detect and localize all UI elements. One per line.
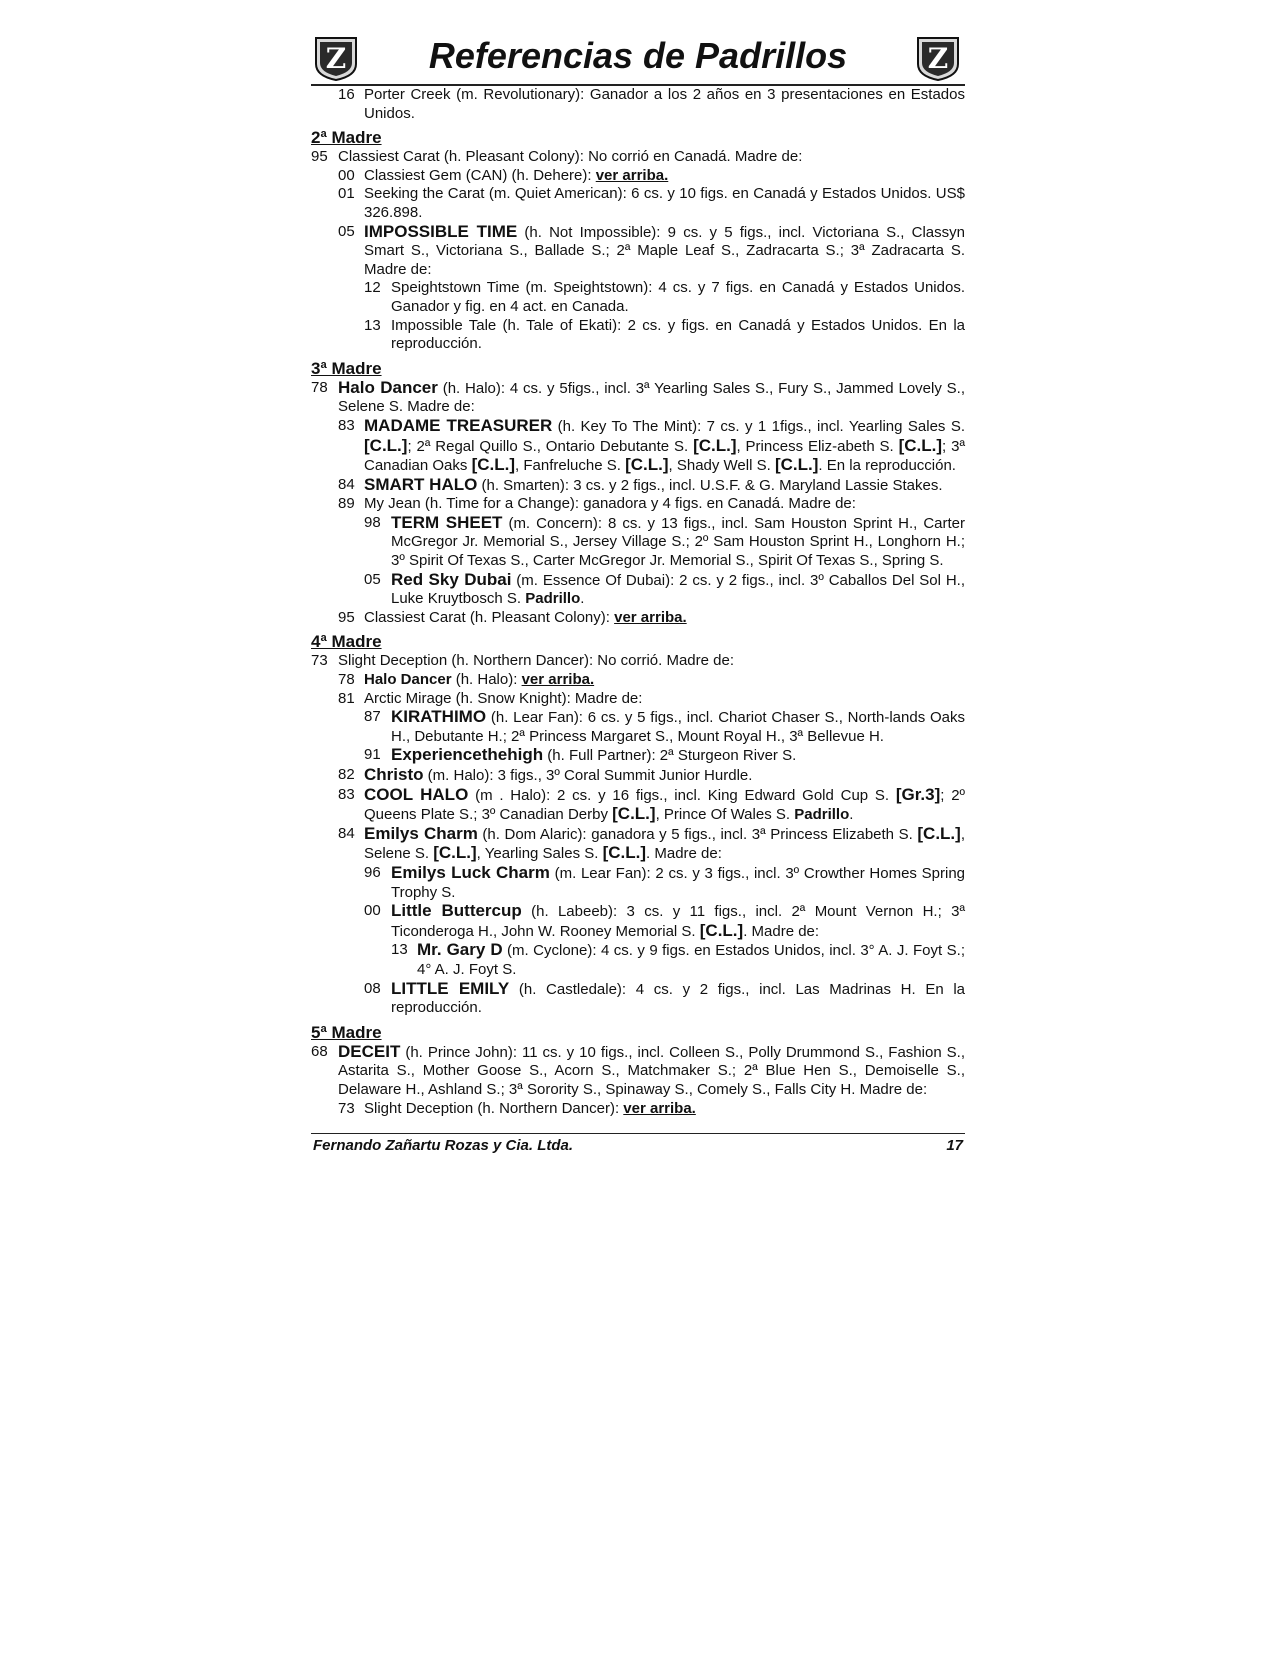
entry-text: (h. Halo): 4 cs. y 5figs., incl. 3ª Yearling Sales S., Fury S., Jammed Lovely S., Selene S. Madre de: bbox=[338, 379, 966, 416]
pedigree-entry bbox=[311, 786, 965, 825]
entry-text: , Princess Eliz-abeth S. bbox=[736, 437, 899, 455]
pedigree-entry bbox=[311, 902, 965, 941]
entry-text: (m. Halo): 3 figs., 3º Coral Summit Junior Hurdle. bbox=[423, 767, 753, 784]
entry-year: 08 bbox=[364, 979, 381, 997]
entry-text: . Madre de: bbox=[646, 845, 722, 863]
entry-text: Porter Creek (m. Revolutionary): Ganador a los 2 años en 3 presentaciones en Estados Unidos. bbox=[364, 86, 965, 122]
pedigree-entry bbox=[311, 671, 965, 690]
entry-text: ; 2º Queens Plate S.; 3º Canadian Derby bbox=[364, 786, 966, 824]
entry-text: , Selene S. bbox=[364, 825, 965, 863]
entry-year: 98 bbox=[364, 513, 381, 531]
pedigree-entry bbox=[311, 766, 965, 786]
entry-text: Seeking the Carat (m. Quiet American): 6 cs. y 10 figs. en Canadá y Estados Unidos. US$ 326.898. bbox=[364, 185, 965, 221]
entry-text: (h. Prince John): 11 cs. y 10 figs., incl. Colleen S., Polly Drummond S., Fashion S., Astarita S., Mother Goose S., Acorn S., Matchmaker S.; 2ª Blue Hen S., Demoiselle S., Delaware H., Ashland S.; 3ª Sorority S., Spinaway S., Comely S., Falls City H. Madre de: bbox=[338, 1043, 965, 1098]
pedigree-entry bbox=[311, 167, 965, 186]
race-class-tag: [C.L.] bbox=[612, 804, 656, 824]
horse-name: Little Buttercup bbox=[391, 901, 522, 921]
horse-name: Christo bbox=[364, 765, 424, 784]
pedigree-entry bbox=[311, 476, 965, 496]
entry-year: 13 bbox=[364, 316, 381, 334]
horse-name: MADAME TREASURER bbox=[364, 415, 553, 435]
page-header bbox=[311, 34, 965, 82]
pedigree-entry bbox=[311, 495, 965, 514]
see-above-reference: ver arriba. bbox=[623, 1099, 696, 1117]
entry-year: 96 bbox=[364, 863, 381, 881]
horse-name: Red Sky Dubai bbox=[391, 569, 512, 589]
entry-year: 89 bbox=[338, 495, 355, 513]
race-class-tag: [Gr.3] bbox=[895, 784, 941, 804]
pedigree-content bbox=[311, 86, 965, 1118]
page-footer bbox=[311, 1137, 965, 1159]
entry-year: 78 bbox=[311, 378, 328, 396]
race-class-tag: [C.L.] bbox=[364, 435, 408, 455]
horse-name: Mr. Gary D bbox=[417, 940, 503, 960]
entry-text: Classiest Carat (h. Pleasant Colony): bbox=[364, 608, 615, 626]
entry-year: 16 bbox=[338, 86, 355, 103]
entry-year: 05 bbox=[364, 570, 381, 588]
entry-year: 84 bbox=[338, 475, 355, 493]
race-class-tag: [C.L.] bbox=[898, 435, 943, 455]
pedigree-entry bbox=[311, 86, 965, 123]
entry-year: 00 bbox=[364, 902, 381, 920]
entry-text: Impossible Tale (h. Tale of Ekati): 2 cs. y figs. en Canadá y Estados Unidos. En la reproducción. bbox=[391, 316, 965, 353]
entry-text: (h. Halo): bbox=[451, 671, 522, 689]
see-above-reference: ver arriba. bbox=[595, 166, 669, 184]
pedigree-entry bbox=[311, 1043, 965, 1100]
pedigree-entry bbox=[311, 980, 965, 1018]
entry-text: Arctic Mirage (h. Snow Knight): Madre de: bbox=[364, 689, 643, 707]
pedigree-entry bbox=[311, 941, 965, 979]
pedigree-entry bbox=[311, 279, 965, 316]
entry-text: (h. Lear Fan): 6 cs. y 5 figs., incl. Chariot Chaser S., North-lands Oaks H., Debutante H.; 2ª Princess Margaret S., Mount Royal H., 3ª Bellevue H. bbox=[391, 709, 965, 745]
entry-text: (m. Lear Fan): 2 cs. y 3 figs., incl. 3º Crowther Homes Spring Trophy S. bbox=[391, 864, 966, 901]
entry-year: 95 bbox=[311, 148, 328, 166]
entry-year: 83 bbox=[338, 785, 355, 803]
entry-year: 01 bbox=[338, 185, 355, 203]
entry-text: (m. Essence Of Dubai): 2 cs. y 2 figs., incl. 3º Caballos Del Sol H., Luke Kruytbosch S. bbox=[391, 571, 965, 608]
entry-text: (h. Not Impossible): 9 cs. y 5 figs., incl. Victoriana S., Classyn Smart S., Victoriana S., Ballade S.; 2ª Maple Leaf S., Zadracarta S.; 3ª Zadracarta S. Madre de: bbox=[364, 223, 965, 278]
entry-text: (h. Dom Alaric): ganadora y 5 figs., incl. 3ª Princess Elizabeth S. bbox=[477, 825, 918, 843]
pedigree-entry bbox=[311, 652, 965, 671]
svg-text:Z: Z bbox=[927, 42, 949, 75]
entry-text: . bbox=[580, 590, 585, 608]
horse-name: SMART HALO bbox=[364, 474, 478, 494]
entry-year: 84 bbox=[338, 824, 355, 842]
pedigree-entry bbox=[311, 417, 965, 476]
svg-text:Z: Z bbox=[325, 42, 347, 75]
see-above-reference: ver arriba. bbox=[521, 671, 595, 689]
entry-text: Speightstown Time (m. Speightstown): 4 cs. y 7 figs. en Canadá y Estados Unidos. Ganador y fig. en 4 act. en Canada. bbox=[391, 279, 965, 315]
horse-name: Halo Dancer bbox=[364, 671, 452, 689]
pedigree-entry bbox=[311, 148, 965, 167]
see-above-reference: ver arriba. bbox=[614, 608, 687, 626]
page bbox=[311, 34, 965, 1159]
race-class-tag: [C.L.] bbox=[433, 843, 477, 863]
footer-rule bbox=[311, 1133, 965, 1134]
entry-year: 68 bbox=[311, 1042, 328, 1060]
pedigree-entry bbox=[311, 825, 965, 864]
entry-text: My Jean (h. Time for a Change): ganadora y 4 figs. en Canadá. Madre de: bbox=[364, 495, 856, 513]
pedigree-entry bbox=[311, 571, 965, 609]
entry-text: , Prince Of Wales S. bbox=[655, 806, 795, 824]
race-class-tag: [C.L.] bbox=[471, 455, 516, 475]
entry-text: Classiest Gem (CAN) (h. Dehere): bbox=[364, 166, 596, 184]
race-class-tag: [C.L.] bbox=[699, 920, 744, 940]
pedigree-entry bbox=[311, 317, 965, 354]
entry-text: . En la reproducción. bbox=[818, 457, 956, 475]
entry-text: . bbox=[849, 806, 854, 824]
entry-text: Classiest Carat (h. Pleasant Colony): No corrió en Canadá. Madre de: bbox=[338, 148, 803, 166]
entry-text: (h. Smarten): 3 cs. y 2 figs., incl. U.S.F. & G. Maryland Lassie Stakes. bbox=[477, 476, 943, 494]
horse-name: Padrillo bbox=[525, 590, 581, 608]
pedigree-entry bbox=[311, 609, 965, 628]
horse-name: COOL HALO bbox=[364, 784, 469, 804]
entry-year: 05 bbox=[338, 222, 355, 240]
page-number: 17 bbox=[946, 1137, 963, 1155]
footer-company: Fernando Zañartu Rozas y Cia. Ltda. bbox=[313, 1137, 574, 1155]
entry-text: Slight Deception (h. Northern Dancer): No corrió. Madre de: bbox=[338, 652, 735, 670]
horse-name: Padrillo bbox=[794, 806, 850, 824]
horse-name: KIRATHIMO bbox=[391, 707, 487, 727]
horse-name: Experiencethehigh bbox=[391, 745, 544, 765]
pedigree-entry bbox=[311, 1100, 965, 1119]
entry-text: , Yearling Sales S. bbox=[476, 845, 603, 863]
entry-year: 82 bbox=[338, 766, 355, 783]
horse-name: IMPOSSIBLE TIME bbox=[364, 221, 518, 241]
entry-year: 73 bbox=[338, 1099, 355, 1117]
pedigree-entry bbox=[311, 746, 965, 766]
entry-year: 13 bbox=[391, 941, 408, 959]
entry-text: (h. Key To The Mint): 7 cs. y 1 1figs., incl. Yearling Sales S. bbox=[552, 417, 965, 435]
page-title: Referencias de Padrillos bbox=[428, 35, 848, 76]
entry-year: 81 bbox=[338, 689, 355, 707]
entry-text: Slight Deception (h. Northern Dancer): bbox=[364, 1099, 624, 1117]
entry-text: ; 3ª Canadian Oaks bbox=[364, 437, 965, 475]
entry-text: . Madre de: bbox=[743, 922, 820, 940]
horse-name: Emilys Luck Charm bbox=[391, 862, 550, 882]
entry-year: 83 bbox=[338, 416, 355, 434]
entry-year: 95 bbox=[338, 608, 355, 626]
horse-name: DECEIT bbox=[338, 1041, 401, 1061]
entry-year: 73 bbox=[311, 652, 328, 670]
race-class-tag: [C.L.] bbox=[625, 455, 669, 475]
pedigree-entry bbox=[311, 379, 965, 417]
pedigree-entry bbox=[311, 864, 965, 902]
entry-text: (m. Concern): 8 cs. y 13 figs., incl. Sam Houston Sprint H., Carter McGregor Jr. Memorial S., Jersey Village S.; 2º Sam Houston Sprint H., Longhorn H.; 3º Spirit Of Texas S., Carter McGregor Jr. Memorial S., Spirit Of Texas S., Spring S. bbox=[391, 514, 966, 570]
entry-text: (m . Halo): 2 cs. y 16 figs., incl. King Edward Gold Cup S. bbox=[468, 786, 896, 804]
horse-name: TERM SHEET bbox=[391, 512, 503, 532]
entry-text: (h. Full Partner): 2ª Sturgeon River S. bbox=[543, 747, 797, 765]
section-heading: 4ª Madre bbox=[311, 632, 382, 652]
pedigree-entry bbox=[311, 514, 965, 571]
horse-name: LITTLE EMILY bbox=[391, 978, 510, 998]
race-class-tag: [C.L.] bbox=[774, 455, 819, 475]
horse-name: Halo Dancer bbox=[338, 377, 438, 397]
entry-year: 78 bbox=[338, 671, 355, 689]
entry-year: 00 bbox=[338, 166, 355, 184]
horse-name: Emilys Charm bbox=[364, 823, 478, 843]
entry-year: 87 bbox=[364, 708, 381, 726]
race-class-tag: [C.L.] bbox=[693, 435, 737, 455]
pedigree-entry bbox=[311, 223, 965, 280]
section-heading: 5ª Madre bbox=[311, 1022, 382, 1042]
entry-text: (m. Cyclone): 4 cs. y 9 figs. en Estados Unidos, incl. 3° A. J. Foyt S.; 4° A. J. Foyt S. bbox=[417, 942, 965, 978]
entry-text: , Shady Well S. bbox=[668, 457, 775, 475]
entry-text: , Fanfreluche S. bbox=[515, 457, 626, 475]
entry-text: (h. Labeeb): 3 cs. y 11 figs., incl. 2ª Mount Vernon H.; 3ª Ticonderoga H., John W. Rooney Memorial S. bbox=[391, 903, 965, 940]
section-heading: 3ª Madre bbox=[311, 358, 382, 378]
entry-year: 91 bbox=[364, 746, 381, 764]
race-class-tag: [C.L.] bbox=[917, 823, 961, 843]
logo-shield-icon bbox=[915, 34, 961, 82]
pedigree-entry bbox=[311, 690, 965, 709]
entry-text: ; 2ª Regal Quillo S., Ontario Debutante S. bbox=[407, 437, 694, 455]
pedigree-entry bbox=[311, 185, 965, 222]
entry-year: 12 bbox=[364, 279, 381, 297]
race-class-tag: [C.L.] bbox=[602, 843, 647, 863]
section-heading: 2ª Madre bbox=[311, 128, 382, 148]
pedigree-entry bbox=[311, 708, 965, 746]
entry-text: (h. Castledale): 4 cs. y 2 figs., incl. Las Madrinas H. En la reproducción. bbox=[391, 980, 965, 1017]
